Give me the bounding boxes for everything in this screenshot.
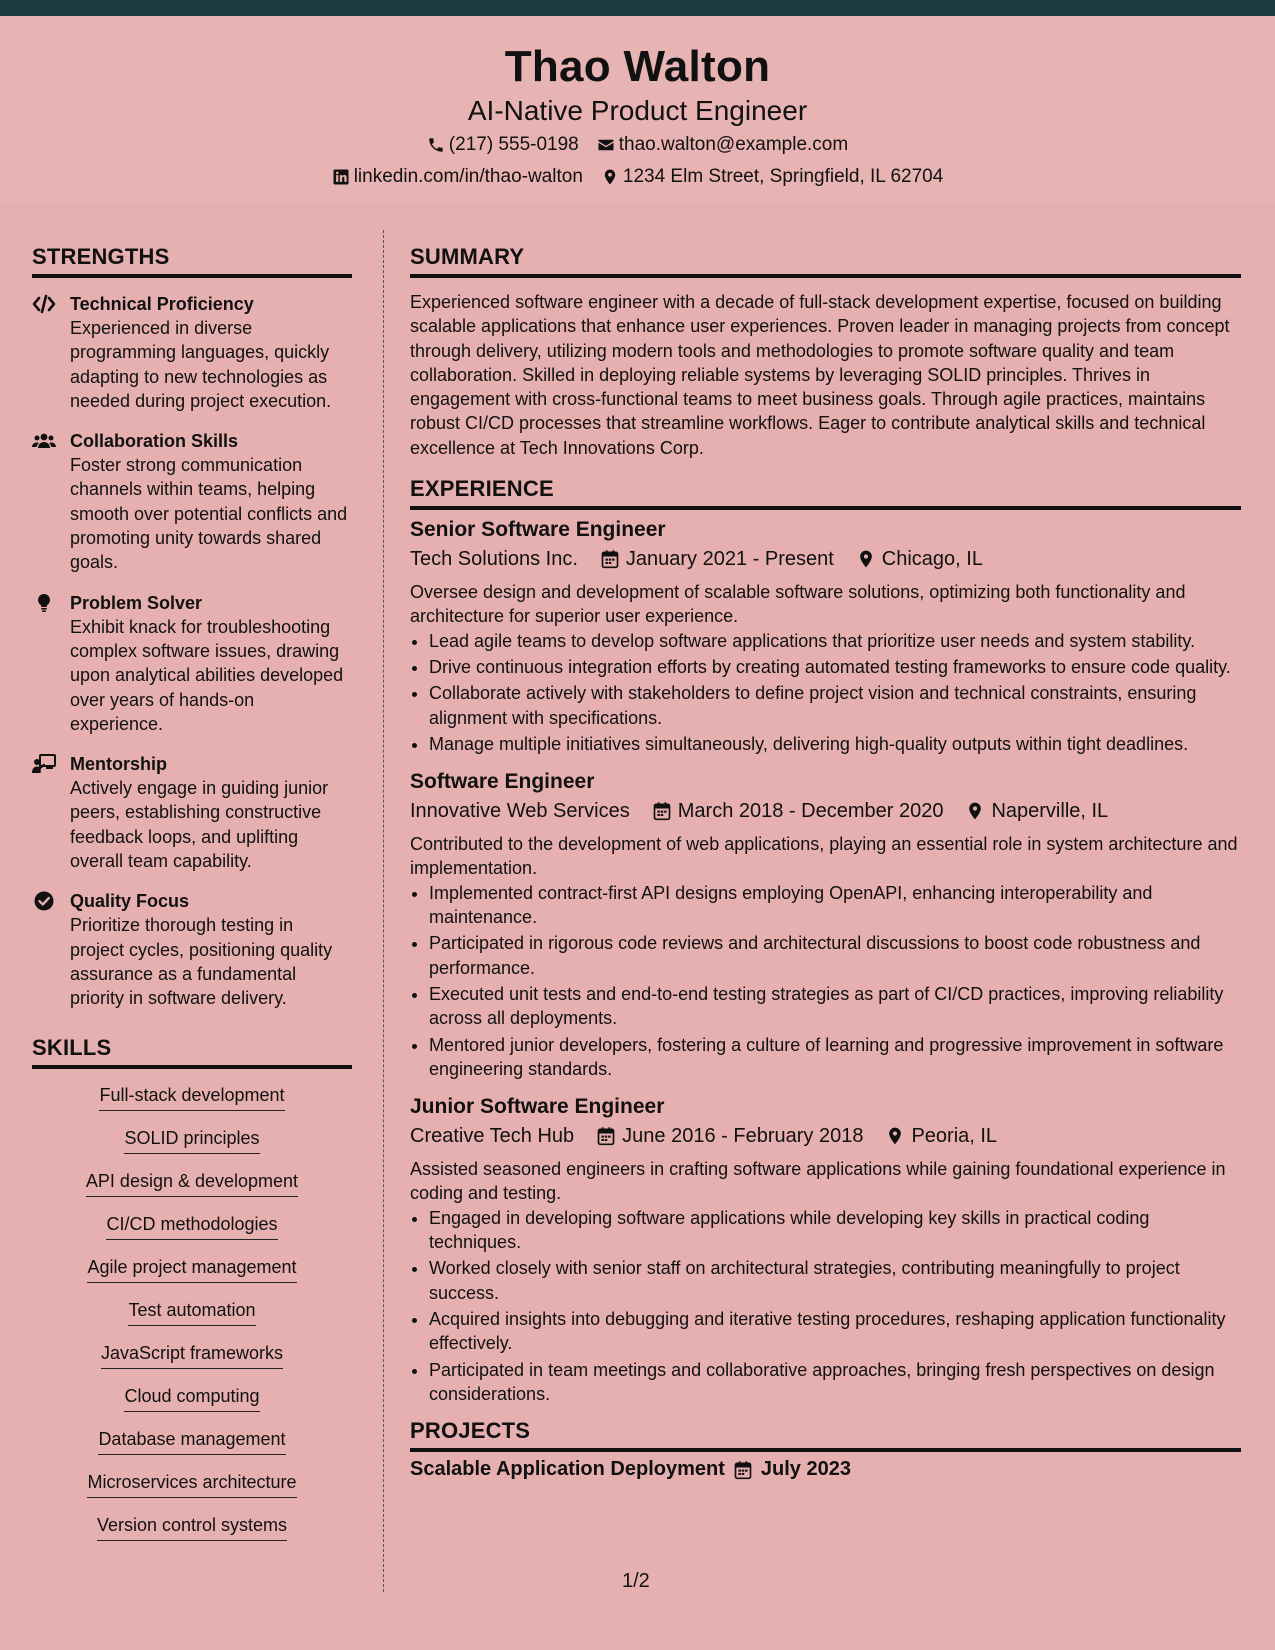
calendar-icon bbox=[596, 1126, 616, 1146]
strength-title: Technical Proficiency bbox=[70, 294, 254, 314]
lightbulb-icon bbox=[32, 593, 56, 613]
job-company: Tech Solutions Inc. bbox=[410, 548, 578, 571]
skills-list bbox=[32, 1083, 352, 1541]
job-bullet: • Mentored junior developers, fostering a culture of learning and progressive improvement in software engineering standards. bbox=[429, 1033, 1241, 1082]
job-bullet: • Acquired insights into debugging and iterative testing procedures, reshaping application functionality effectively. bbox=[429, 1307, 1241, 1356]
job-description: Assisted seasoned engineers in crafting software applications while gaining foundational experience in coding and testing. bbox=[410, 1159, 1226, 1204]
linkedin-contact[interactable] bbox=[332, 166, 583, 188]
job-bullet: • Implemented contract-first API designs employing OpenAPI, enhancing interoperability and maintenance. bbox=[429, 881, 1241, 930]
job-bullet: • Lead agile teams to develop software applications that prioritize user needs and system stability. bbox=[429, 629, 1241, 653]
job-bullet: • Manage multiple initiatives simultaneously, delivering high-quality outputs within tight deadlines. bbox=[429, 732, 1241, 756]
right-column bbox=[410, 244, 1241, 1481]
job-meta bbox=[410, 544, 1241, 574]
strength-desc: Prioritize thorough testing in project cycles, positioning quality assurance as a fundamental priority in software delivery. bbox=[70, 915, 333, 1009]
projects-heading: PROJECTS bbox=[410, 1418, 1241, 1452]
job-title: Junior Software Engineer bbox=[410, 1095, 665, 1119]
teacher-icon bbox=[32, 754, 56, 774]
users-icon bbox=[32, 431, 56, 451]
job-bullet: • Worked closely with senior staff on architectural strategies, contributing meaningfully to project success. bbox=[429, 1256, 1241, 1305]
strength-desc: Actively engage in guiding junior peers, establishing constructive feedback loops, and uplifting overall team capability. bbox=[70, 778, 329, 872]
strength-item bbox=[32, 752, 352, 873]
strength-desc: Foster strong communication channels within teams, helping smooth over potential conflicts and promoting unity towards shared goals. bbox=[70, 455, 348, 573]
job-bullet: • Participated in team meetings and collaborative approaches, bringing fresh perspectives on design considerations. bbox=[429, 1358, 1241, 1407]
strength-desc: Exhibit knack for troubleshooting complex software issues, drawing upon analytical abilities developed over years of hands-on experience. bbox=[70, 616, 344, 734]
map-pin-icon bbox=[601, 168, 619, 186]
address-text: 1234 Elm Street, Springfield, IL 62704 bbox=[622, 166, 944, 187]
job-meta bbox=[410, 1121, 1241, 1151]
email-contact[interactable] bbox=[597, 134, 848, 156]
contact-line-1 bbox=[0, 134, 1275, 156]
skill-item: Agile project management bbox=[87, 1255, 296, 1283]
project-title: Scalable Application Deployment bbox=[410, 1458, 725, 1481]
strength-title: Mentorship bbox=[70, 754, 167, 775]
job-entry bbox=[410, 1093, 1241, 1406]
experience-heading: EXPERIENCE bbox=[410, 476, 1241, 510]
skill-item: Version control systems bbox=[97, 1513, 287, 1541]
strength-desc: Experienced in diverse programming languages, quickly adapting to new technologies as needed during project execution. bbox=[70, 318, 332, 411]
map-pin-icon bbox=[965, 801, 985, 821]
skill-item: CI/CD methodologies bbox=[106, 1212, 277, 1240]
job-bullets bbox=[410, 1206, 1241, 1406]
job-location: Naperville, IL bbox=[991, 800, 1109, 823]
phone-contact bbox=[427, 134, 579, 156]
map-pin-icon bbox=[885, 1126, 905, 1146]
project-date: July 2023 bbox=[760, 1458, 851, 1481]
job-entry bbox=[410, 768, 1241, 1081]
skill-item: Microservices architecture bbox=[87, 1470, 296, 1498]
job-title: Software Engineer bbox=[410, 770, 595, 794]
top-bar bbox=[0, 0, 1275, 16]
calendar-icon bbox=[733, 1460, 753, 1480]
calendar-icon bbox=[600, 549, 620, 569]
job-dates: June 2016 - February 2018 bbox=[622, 1125, 864, 1148]
skill-item: API design & development bbox=[86, 1169, 298, 1197]
job-bullets bbox=[410, 881, 1241, 1081]
job-entry bbox=[410, 516, 1241, 756]
phone-icon bbox=[427, 136, 445, 154]
skill-item: Test automation bbox=[128, 1298, 255, 1326]
strengths-heading: STRENGTHS bbox=[32, 244, 352, 278]
strength-title: Problem Solver bbox=[70, 592, 203, 613]
skill-item: SOLID principles bbox=[124, 1126, 259, 1154]
envelope-icon bbox=[597, 136, 615, 154]
candidate-role: AI-Native Product Engineer bbox=[467, 95, 808, 126]
left-column bbox=[32, 244, 352, 1556]
summary-text: Experienced software engineer with a decade of full-stack development expertise, focused on building scalable applications that enhance user experiences. Proven leader in managing projects from concept through delivery, utilizing modern tools and methodologies to promote software quality and team collaboration. Skilled in deploying reliable systems by leveraging SOLID principles. Thrives in engagement with cross-functional teams to meet business goals. Through agile practices, maintains robust CI/CD processes that streamline workflows. Eager to contribute analytical skills and technical excellence at Tech Innovations Corp. bbox=[410, 292, 1230, 458]
skill-item: Database management bbox=[98, 1427, 285, 1455]
job-company: Innovative Web Services bbox=[410, 800, 630, 823]
job-description: Contributed to the development of web applications, playing an essential role in system architecture and implementation. bbox=[410, 834, 1238, 879]
job-description: Oversee design and development of scalable software solutions, optimizing both functionality and architecture for superior user experience. bbox=[410, 582, 1186, 627]
job-location: Chicago, IL bbox=[881, 548, 983, 571]
strength-title: Collaboration Skills bbox=[70, 431, 239, 452]
job-dates: January 2021 - Present bbox=[625, 548, 834, 571]
email-text: thao.walton@example.com bbox=[618, 134, 849, 155]
strength-item bbox=[32, 292, 352, 413]
job-bullet: • Drive continuous integration efforts by creating automated testing frameworks to ensure code quality. bbox=[429, 655, 1241, 679]
address-contact bbox=[601, 166, 943, 188]
job-bullet: • Collaborate actively with stakeholders to define project vision and technical constraints, ensuring alignment with specifications. bbox=[429, 681, 1241, 730]
job-company: Creative Tech Hub bbox=[410, 1125, 575, 1148]
skill-item: Cloud computing bbox=[124, 1384, 259, 1412]
strength-item bbox=[32, 591, 352, 736]
job-title: Senior Software Engineer bbox=[410, 518, 666, 542]
summary-heading: SUMMARY bbox=[410, 244, 1241, 278]
project-entry bbox=[410, 1458, 1241, 1481]
strength-item bbox=[32, 429, 352, 574]
contact-line-2 bbox=[0, 166, 1275, 188]
phone-text: (217) 555-0198 bbox=[448, 134, 579, 155]
job-bullet: • Participated in rigorous code reviews and architectural discussions to boost code robustness and performance. bbox=[429, 931, 1241, 980]
strength-item bbox=[32, 889, 352, 1010]
resume-header bbox=[0, 16, 1275, 203]
strength-title: Quality Focus bbox=[70, 891, 190, 912]
map-pin-icon bbox=[856, 549, 876, 569]
code-icon bbox=[32, 294, 56, 314]
skill-item: JavaScript frameworks bbox=[101, 1341, 283, 1369]
linkedin-icon bbox=[332, 168, 350, 186]
calendar-icon bbox=[652, 801, 672, 821]
job-bullet: • Executed unit tests and end-to-end testing strategies as part of CI/CD practices, improving reliability across all deployments. bbox=[429, 982, 1241, 1031]
page-number: 1/2 bbox=[622, 1570, 650, 1592]
skill-item: Full-stack development bbox=[99, 1083, 284, 1111]
job-bullets bbox=[410, 629, 1241, 756]
skills-heading: SKILLS bbox=[32, 1035, 352, 1069]
check-circle-icon bbox=[32, 891, 56, 911]
job-bullet: • Engaged in developing software applications while developing key skills in practical coding techniques. bbox=[429, 1206, 1241, 1255]
candidate-name: Thao Walton bbox=[504, 42, 771, 91]
linkedin-text: linkedin.com/in/thao-walton bbox=[353, 166, 583, 187]
job-location: Peoria, IL bbox=[911, 1125, 998, 1148]
job-dates: March 2018 - December 2020 bbox=[677, 800, 944, 823]
column-divider bbox=[383, 230, 384, 1592]
job-meta bbox=[410, 796, 1241, 826]
